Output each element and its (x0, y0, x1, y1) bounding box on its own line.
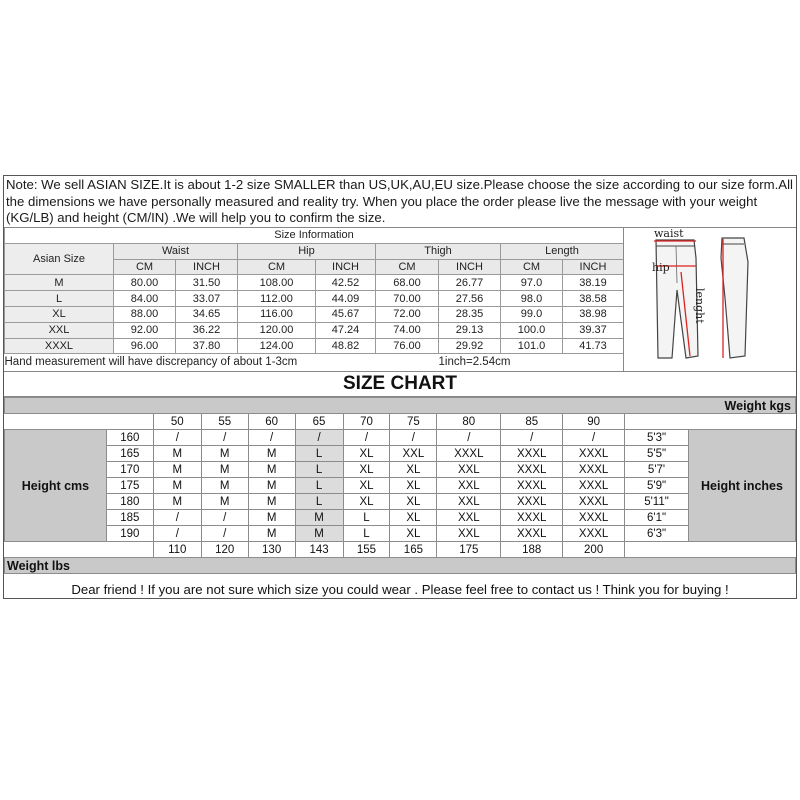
measurement-cell: 70.00 (376, 291, 439, 307)
size-chart-row (5, 430, 796, 446)
measurement-cell: 47.24 (316, 322, 376, 338)
size-cell: L (343, 510, 390, 526)
size-chart-rows (5, 430, 796, 542)
size-cell: / (153, 510, 201, 526)
measurement-cell: 28.35 (439, 306, 501, 322)
size-note: Note: We sell ASIAN SIZE.It is about 1-2 size SMALLER than US,UK,AU,EU size.Please choose the size according to our size form.All the dimensions we have personally measured and reality try. When you place the order please live the message with your weight (KG/LB) and height (CM/IN) .We will help you to confirm the size. (4, 176, 796, 228)
size-cell: / (201, 510, 248, 526)
measurement-cell: 34.65 (176, 306, 238, 322)
unit-cm: CM (501, 259, 563, 275)
measurement-cell: 39.37 (563, 322, 624, 338)
asian-size-cell: L (5, 291, 114, 307)
blank-cell (625, 414, 689, 430)
size-cell: / (343, 430, 390, 446)
size-cell: XL (390, 526, 437, 542)
size-cell: XXXL (437, 446, 501, 462)
measurement-cell: 97.0 (501, 275, 563, 291)
weight-kg-cell: 55 (201, 414, 248, 430)
size-cell: M (248, 494, 295, 510)
measurement-footnote: Hand measurement will have discrepancy of about 1-3cm (5, 354, 439, 369)
size-cell: / (563, 430, 625, 446)
blank-cell (5, 542, 107, 558)
size-cell: L (295, 462, 343, 478)
size-info-rows (5, 275, 624, 354)
measurement-cell: 100.0 (501, 322, 563, 338)
weight-kg-cell: 60 (248, 414, 295, 430)
size-cell: M (153, 446, 201, 462)
pants-diagram (623, 228, 796, 371)
blank-cell (5, 414, 107, 430)
weight-lbs-cell: 165 (390, 542, 437, 558)
measurement-cell: 44.09 (316, 291, 376, 307)
measurement-cell: 26.77 (439, 275, 501, 291)
size-cell: XL (343, 462, 390, 478)
weight-kg-cell: 70 (343, 414, 390, 430)
measurement-cell: 108.00 (238, 275, 316, 291)
size-cell: L (295, 446, 343, 462)
size-cell: XXXL (501, 510, 563, 526)
pants-illustration (624, 228, 796, 371)
size-cell: XL (390, 478, 437, 494)
size-cell: L (295, 478, 343, 494)
contact-message: Dear friend ! If you are not sure which size you could wear . Please feel free to contact us ! Think you for buying ! (71, 582, 729, 597)
size-cell: M (248, 478, 295, 494)
measurement-cell: 84.00 (114, 291, 176, 307)
size-cell: XXXL (563, 494, 625, 510)
unit-cm: CM (114, 259, 176, 275)
measurement-cell: 45.67 (316, 306, 376, 322)
size-cell: M (153, 478, 201, 494)
unit-inch: INCH (439, 259, 501, 275)
measurement-cell: 38.19 (563, 275, 624, 291)
size-cell: / (201, 526, 248, 542)
measurement-cell: 72.00 (376, 306, 439, 322)
height-inch-cell: 5'5" (625, 446, 689, 462)
size-cell: XL (343, 446, 390, 462)
unit-inch: INCH (176, 259, 238, 275)
size-cell: M (295, 526, 343, 542)
unit-inch: INCH (563, 259, 624, 275)
height-inch-cell: 6'1" (625, 510, 689, 526)
measurement-cell: 42.52 (316, 275, 376, 291)
size-information-table (4, 228, 624, 369)
height-cm-cell: 165 (106, 446, 153, 462)
size-cell: M (153, 494, 201, 510)
measurement-cell: 98.0 (501, 291, 563, 307)
size-cell: XXL (437, 494, 501, 510)
unit-inch: INCH (316, 259, 376, 275)
size-cell: XXXL (563, 446, 625, 462)
measurement-cell: 48.82 (316, 338, 376, 354)
size-cell: / (201, 430, 248, 446)
size-info-title: Size Information (5, 228, 624, 243)
measurement-cell: 112.00 (238, 291, 316, 307)
size-chart-table (4, 397, 796, 574)
size-cell: M (295, 510, 343, 526)
weight-lbs-cell: 130 (248, 542, 295, 558)
size-cell: XL (390, 510, 437, 526)
size-cell: XXL (437, 510, 501, 526)
weight-lbs-cell: 175 (437, 542, 501, 558)
weight-kg-cell: 65 (295, 414, 343, 430)
size-cell: M (248, 446, 295, 462)
measurement-cell: 38.98 (563, 306, 624, 322)
size-cell: / (248, 430, 295, 446)
measurement-cell: 76.00 (376, 338, 439, 354)
weight-kg-cell: 75 (390, 414, 437, 430)
size-chart-row (5, 462, 796, 478)
size-cell: XXXL (501, 446, 563, 462)
size-info-row (5, 275, 624, 291)
size-cell: XXL (437, 526, 501, 542)
size-cell: XXXL (501, 478, 563, 494)
measurement-cell: 124.00 (238, 338, 316, 354)
weight-kg-cell: 90 (563, 414, 625, 430)
measurement-cell: 80.00 (114, 275, 176, 291)
measurement-cell: 88.00 (114, 306, 176, 322)
measurement-cell: 36.22 (176, 322, 238, 338)
inch-conversion: 1inch=2.54cm (439, 354, 624, 369)
size-cell: XXXL (563, 526, 625, 542)
size-cell: XXL (390, 446, 437, 462)
size-chart-row (5, 526, 796, 542)
blank-cell (688, 414, 795, 430)
height-inch-cell: 5'7' (625, 462, 689, 478)
size-cell: XXL (437, 478, 501, 494)
weight-lbs-cell: 120 (201, 542, 248, 558)
size-cell: L (295, 494, 343, 510)
hip-header: Hip (238, 243, 376, 259)
size-cell: XL (343, 478, 390, 494)
blank-cell (625, 542, 689, 558)
size-cell: / (437, 430, 501, 446)
size-cell: / (501, 430, 563, 446)
size-cell: XXXL (563, 478, 625, 494)
asian-size-cell: XXL (5, 322, 114, 338)
weight-lbs-cell: 110 (153, 542, 201, 558)
length-header: Length (501, 243, 624, 259)
measurement-cell: 99.0 (501, 306, 563, 322)
size-cell: XL (343, 494, 390, 510)
height-inch-cell: 5'11" (625, 494, 689, 510)
height-inch-cell: 6'3" (625, 526, 689, 542)
weight-kgs-label: Weight kgs (5, 398, 796, 414)
size-cell: XXXL (563, 462, 625, 478)
hip-label: hip (652, 261, 670, 274)
size-info-row (5, 338, 624, 354)
asian-size-cell: XXXL (5, 338, 114, 354)
measurement-cell: 31.50 (176, 275, 238, 291)
weight-kg-row (5, 414, 796, 430)
size-cell: M (248, 526, 295, 542)
size-chart-row (5, 510, 796, 526)
height-cm-cell: 160 (106, 430, 153, 446)
weight-lbs-cell: 143 (295, 542, 343, 558)
size-cell: / (390, 430, 437, 446)
height-cm-cell: 185 (106, 510, 153, 526)
height-inch-cell: 5'9" (625, 478, 689, 494)
size-cell: M (153, 462, 201, 478)
height-cms-label: Height cms (5, 430, 107, 542)
weight-lbs-row (5, 542, 796, 558)
size-cell: M (248, 510, 295, 526)
size-cell: M (201, 462, 248, 478)
weight-kg-cell: 80 (437, 414, 501, 430)
waist-header: Waist (114, 243, 238, 259)
waist-label: waist (654, 227, 684, 240)
weight-lbs-label: Weight lbs (5, 558, 796, 574)
size-cell: XL (390, 462, 437, 478)
weight-lbs-cell: 155 (343, 542, 390, 558)
size-chart-row (5, 494, 796, 510)
unit-cm: CM (376, 259, 439, 275)
measurement-cell: 38.58 (563, 291, 624, 307)
asian-size-cell: M (5, 275, 114, 291)
size-cell: / (153, 526, 201, 542)
measurement-cell: 37.80 (176, 338, 238, 354)
thigh-header: Thigh (376, 243, 501, 259)
size-cell: XXXL (501, 494, 563, 510)
measurement-cell: 41.73 (563, 338, 624, 354)
blank-cell (106, 542, 153, 558)
weight-kg-cell: 85 (501, 414, 563, 430)
size-info-row (5, 306, 624, 322)
height-cm-cell: 180 (106, 494, 153, 510)
size-cell: XXL (437, 462, 501, 478)
measurement-cell: 27.56 (439, 291, 501, 307)
blank-cell (688, 542, 795, 558)
measurement-cell: 120.00 (238, 322, 316, 338)
size-chart-sheet (3, 175, 797, 599)
size-cell: M (201, 478, 248, 494)
weight-lbs-cell: 188 (501, 542, 563, 558)
weight-lbs-cell: 200 (563, 542, 625, 558)
blank-cell (106, 414, 153, 430)
asian-size-cell: XL (5, 306, 114, 322)
size-cell: / (153, 430, 201, 446)
measurement-cell: 92.00 (114, 322, 176, 338)
size-chart-row (5, 446, 796, 462)
weight-kg-cell: 50 (153, 414, 201, 430)
height-inch-cell: 5'3" (625, 430, 689, 446)
measurement-cell: 74.00 (376, 322, 439, 338)
size-cell: XL (390, 494, 437, 510)
height-cm-cell: 175 (106, 478, 153, 494)
measurement-cell: 29.92 (439, 338, 501, 354)
unit-cm: CM (238, 259, 316, 275)
measurement-cell: 68.00 (376, 275, 439, 291)
size-cell: L (343, 526, 390, 542)
asian-size-header: Asian Size (5, 243, 114, 275)
size-cell: XXXL (563, 510, 625, 526)
height-cm-cell: 190 (106, 526, 153, 542)
height-cm-cell: 170 (106, 462, 153, 478)
size-info-row (5, 322, 624, 338)
size-info-row (5, 291, 624, 307)
size-cell: XXXL (501, 526, 563, 542)
size-chart-row (5, 478, 796, 494)
size-cell: M (248, 462, 295, 478)
size-cell: M (201, 494, 248, 510)
size-cell: / (295, 430, 343, 446)
measurement-cell: 29.13 (439, 322, 501, 338)
size-cell: M (201, 446, 248, 462)
length-label: lenght (693, 288, 706, 324)
height-inches-label: Height inches (688, 430, 795, 542)
size-chart-title: SIZE CHART (4, 371, 796, 397)
measurement-cell: 116.00 (238, 306, 316, 322)
measurement-cell: 33.07 (176, 291, 238, 307)
measurement-cell: 96.00 (114, 338, 176, 354)
size-cell: XXXL (501, 462, 563, 478)
measurement-cell: 101.0 (501, 338, 563, 354)
